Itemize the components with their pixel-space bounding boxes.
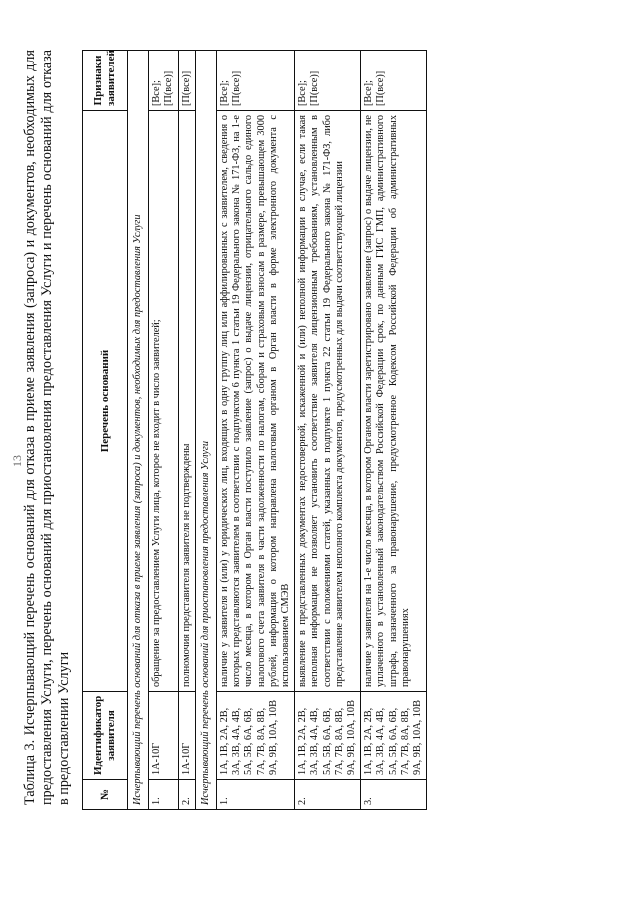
table-row	[149, 51, 178, 810]
row-reason: наличие у заявителя на 1-е число месяца, в котором Органом власти зарегистрировано заявление (запрос) о выдаче лицензии, не уплаченного в установленный законодательством Российской Федерации срок, по данным ГИС ГМП, административного штрафа, назначенного за правонарушение, предусмотренное Кодексом Российской Федерации об административных правонарушениях	[361, 111, 427, 692]
header-reasons: Перечень оснований	[83, 111, 128, 692]
table-header-row	[83, 51, 128, 810]
row-reason: полномочия представителя заявителя не подтверждены	[178, 111, 195, 692]
header-id: Идентификатор заявителя	[83, 692, 128, 780]
table-row	[178, 51, 195, 810]
row-num: 2.	[295, 780, 361, 810]
row-signs: [Все]; [П(все)]	[149, 51, 178, 111]
row-reason: выявление в представленных документах недостоверной, искаженной и (или) неполной информации в случае, если такая неполная информация не позволяет установить соответствие заявителя лицензионным требованиям, установленным в соответствии с положениями статей, указанных в подпункте 1 пункта 22 статьи 19 Федерального закона № 171-ФЗ, либо представление заявителем неполного комплекта документов, предусмотренных для выдачи соответствующей лицензии	[295, 111, 361, 692]
row-signs: [Все]; [П(все)]	[361, 51, 427, 111]
section-row	[128, 51, 149, 810]
row-id: 1А, 1В, 2А, 2В, 3А, 3В, 4А, 4В, 5А, 5В, 6А, 6В, 7А, 7В, 8А, 8В, 9А, 9В, 10А, 10В	[217, 692, 295, 780]
table-row	[361, 51, 427, 810]
row-num: 3.	[361, 780, 427, 810]
row-reason: наличие у заявителя и (или) у юридических лиц, входящих в одну группу лиц или аффилированных с заявителем, сведения о которых представляются заявителем в соответствии с подпунктом 6 пункта 1 статьи 19 Федерального закона № 171-ФЗ, на 1-е число месяца, в котором в Орган власти поступило заявление (запрос) о выдаче лицензии, отрицательного сальдо единого налогового счета заявителя в части задолженности по налогам, сборам и страховым взносам в размере, превышающем 3000 рублей, информация о котором направлена налоговым органом в Орган власти в форме электронного документа с использованием СМЭВ	[217, 111, 295, 692]
header-num: №	[83, 780, 128, 810]
row-id: 1А-10Г	[149, 692, 178, 780]
row-reason: обращение за предоставлением Услуги лица, которое не входит в число заявителей;	[149, 111, 178, 692]
section-title-refusal-acceptance: Исчерпывающий перечень оснований для отказа в приеме заявления (запроса) и документов, необходимых для предоставления Услуги	[128, 51, 149, 810]
row-id: 1А-10Г	[178, 692, 195, 780]
row-signs: [Все]; [П(все)]	[295, 51, 361, 111]
table-row	[217, 51, 295, 810]
section-row	[195, 51, 216, 810]
table-row	[295, 51, 361, 810]
section-title-suspension: Исчерпывающий перечень оснований для приостановления предоставления Услуги	[195, 51, 216, 810]
row-num: 1.	[217, 780, 295, 810]
table-caption: Таблица 3. Исчерпывающий перечень оснований для отказа в приеме заявления (запроса) и документов, необходимых для предоставления Услуги, перечень оснований для приостановления предоставления Услуги и перечень оснований для отказа в предоставлении Услуги	[22, 50, 72, 805]
row-num: 2.	[178, 780, 195, 810]
row-signs: [П(все)]	[178, 51, 195, 111]
header-signs: Признаки заявителей	[83, 51, 128, 111]
row-signs: [Все]; [П(все)]	[217, 51, 295, 111]
reasons-table	[82, 50, 427, 810]
page-number: 13	[10, 455, 24, 467]
row-id: 1А, 1В, 2А, 2В, 3А, 3В, 4А, 4В, 5А, 5В, 6А, 6В, 7А, 7В, 8А, 8В, 9А, 9В, 10А, 10В	[361, 692, 427, 780]
row-num: 1.	[149, 780, 178, 810]
row-id: 1А, 1В, 2А, 2В, 3А, 3В, 4А, 4В, 5А, 5В, 6А, 6В, 7А, 7В, 8А, 8В, 9А, 9В, 10А, 10В	[295, 692, 361, 780]
